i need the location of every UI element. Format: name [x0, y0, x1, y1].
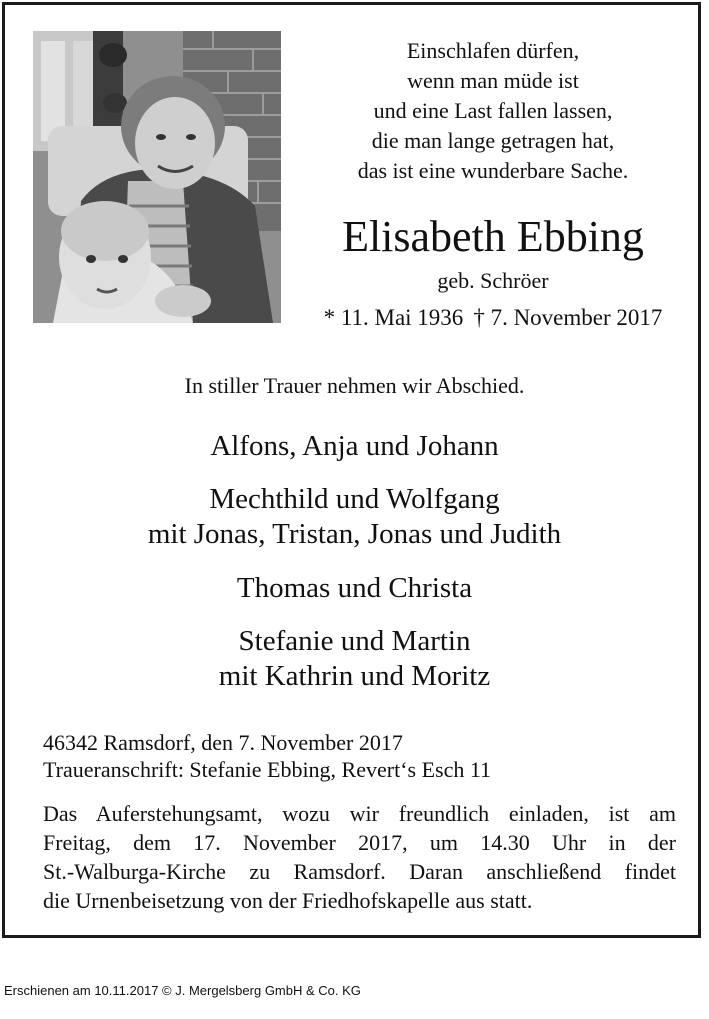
- service-line: St.-Walburga-Kirche zu Ramsdorf. Daran anschließend findet: [43, 859, 676, 884]
- memorial-photo: [33, 31, 281, 323]
- family-group: [5, 571, 704, 606]
- birth-date: * 11. Mai 1936: [323, 305, 464, 330]
- poem: [305, 36, 681, 186]
- family-group: [5, 482, 704, 552]
- poem-line: das ist eine wunderbare Sache.: [357, 158, 629, 183]
- address-block: [43, 729, 673, 783]
- poem-line: und eine Last fallen lassen,: [373, 98, 613, 123]
- family-line: Mechthild und Wolfgang: [209, 483, 500, 515]
- maiden-name: geb. Schröer: [437, 268, 549, 293]
- publication-footer: Erschienen am 10.11.2017 © J. Mergelsberg GmbH & Co. KG: [4, 983, 361, 998]
- service-line: Das Auferstehungsamt, wozu wir freundlich einladen, ist am: [43, 801, 676, 826]
- family-line: Alfons, Anja und Johann: [210, 430, 499, 462]
- service-line: Freitag, dem 17. November 2017, um 14.30 Uhr in der: [43, 830, 676, 855]
- farewell-line: In stiller Trauer nehmen wir Abschied.: [184, 373, 525, 398]
- service-announcement: [43, 799, 676, 915]
- deceased-name: Elisabeth Ebbing: [342, 212, 644, 261]
- family-line: mit Jonas, Tristan, Jonas und Judith: [147, 518, 562, 550]
- family-line: Stefanie und Martin: [238, 625, 471, 657]
- obituary-notice: [2, 2, 701, 938]
- poem-line: die man lange getragen hat,: [371, 128, 615, 153]
- life-dates: [305, 303, 681, 333]
- poem-line: wenn man müde ist: [407, 68, 579, 93]
- service-line: die Urnenbeisetzung von der Friedhofskapelle aus statt.: [43, 888, 533, 913]
- death-date: † 7. November 2017: [473, 305, 663, 330]
- family-group: [5, 429, 704, 464]
- family-line: mit Kathrin und Moritz: [218, 660, 491, 692]
- family-line: Thomas und Christa: [236, 572, 473, 604]
- place-date: 46342 Ramsdorf, den 7. November 2017: [43, 730, 403, 755]
- photo-grandmother-with-baby: [33, 31, 281, 323]
- mourning-address: Traueranschrift: Stefanie Ebbing, Revert‘s Esch 11: [43, 757, 492, 782]
- poem-line: Einschlafen dürfen,: [406, 38, 580, 63]
- family-group: [5, 624, 704, 694]
